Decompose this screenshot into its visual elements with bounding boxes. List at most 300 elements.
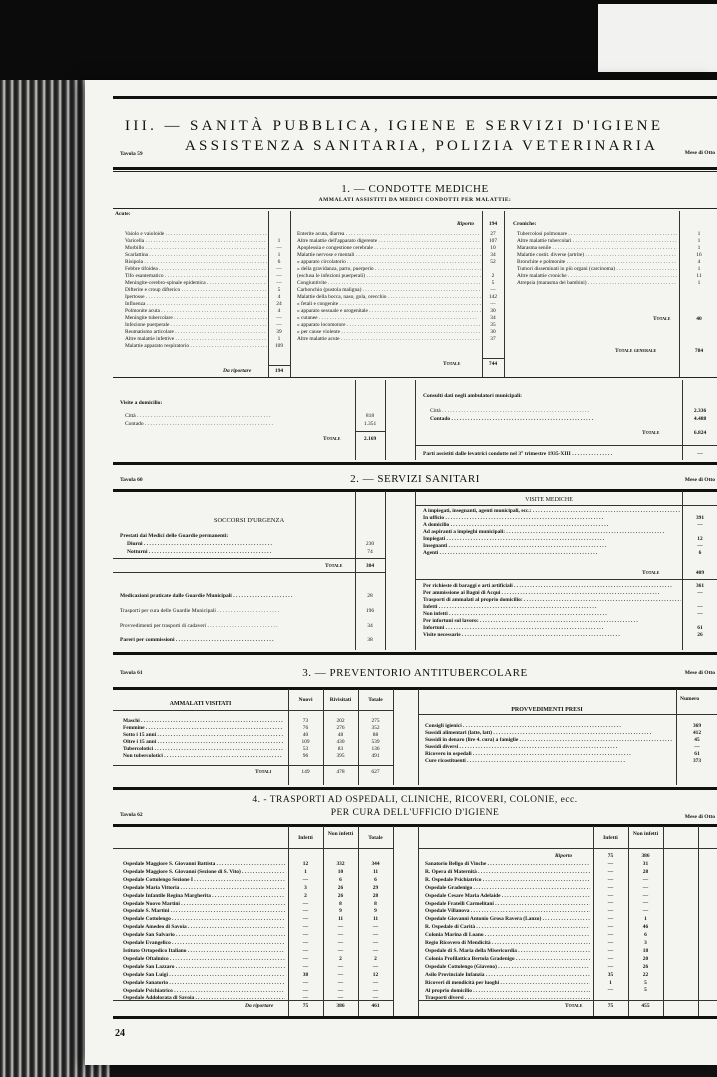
mid-value: — — [490, 287, 496, 293]
non-infetti-value: 20 — [642, 955, 649, 962]
infetti-value: — — [607, 868, 614, 875]
infetti-value: — — [302, 979, 309, 986]
visite-item: A impiegati, insegnanti, agenti municipali, ecc.: . . . — [423, 508, 681, 515]
acute-value: 5 — [277, 287, 281, 293]
mid-item: » della gravidanza, parto, puerperio . . . — [297, 266, 481, 273]
acute-item: Reumatismo articolare . . . — [125, 329, 267, 336]
totale-value: — — [372, 924, 379, 931]
acute-item: Morbillo . . . — [125, 245, 267, 252]
chronic-value: 1 — [697, 231, 701, 237]
provvedimenti-title: PROVVEDIMENTI PRESI — [511, 707, 583, 713]
mid-item: Altre malattie dell'apparato digerente . . . — [297, 238, 481, 245]
mid-item: » apparato circolatorio . . . — [297, 259, 481, 266]
mid-value: 5 — [491, 280, 495, 286]
visite-mediche-list — [423, 508, 681, 557]
acute-item: Scarlattina . . . — [125, 252, 267, 259]
non-infetti-value: 18 — [642, 947, 649, 954]
col-totale: Totale — [368, 697, 383, 703]
section-1-title: 1. — CONDOTTE MEDICHE — [341, 183, 489, 195]
ospedale-row: Ospedale Fratelli Carmelitani . . . — [425, 901, 590, 909]
infetti-value: 1 — [609, 979, 612, 986]
non-infetti-value: 386 — [641, 853, 650, 859]
col-divider — [355, 380, 356, 460]
ammalati-nuovi — [288, 718, 323, 760]
totale-value: 28 — [372, 892, 379, 899]
col-divider — [385, 380, 386, 460]
ospedale-row: Colonia Profilattica Bertola Gradenigo . . . — [425, 956, 590, 964]
provvedimento-item: Consigli igienici . . . — [425, 723, 673, 730]
chronic-value: 16 — [696, 252, 702, 258]
chronic-item: Altre malattie tubercolari . . . — [517, 238, 677, 245]
s4-totale-label: Totale — [565, 1003, 583, 1009]
col-rivisitati: Rivisitati — [329, 697, 352, 703]
ammalati-rivisitati — [323, 718, 358, 760]
rule — [113, 208, 717, 209]
visite-mediche-values — [683, 508, 717, 557]
visite-mediche-totale: 409 — [695, 570, 705, 576]
ospedale-row: Ospedale Amedeo di Savoia . . . — [123, 924, 285, 932]
non-infetti-value: — — [642, 884, 649, 891]
infetti-value: — — [607, 947, 614, 954]
rule — [113, 652, 717, 655]
mid-item: Apoplessia e congestione cerebrale . . . — [297, 245, 481, 252]
chronic-item: Tumori disseminati in più organi (carcinoma) . . . — [517, 266, 677, 273]
provvedimenti-values — [677, 723, 717, 765]
chronic-item: Atrepsia (marasma dei bambini) . . . — [517, 280, 677, 287]
infetti-value: — — [607, 892, 614, 899]
totale-value: — — [372, 987, 379, 994]
acute-value: — — [276, 315, 282, 321]
infetti-value: 12 — [302, 861, 309, 867]
other-value: 61 — [697, 625, 703, 631]
consulti-contado-value: 4.488 — [693, 416, 707, 422]
mid-value: 52 — [490, 259, 496, 265]
rule — [113, 687, 717, 690]
right-non-infetti — [628, 853, 663, 995]
mid-list — [297, 231, 481, 343]
infetti-value: — — [607, 876, 614, 883]
ammalati-row-label: Femmine . . . — [123, 725, 283, 732]
other-item: Per richieste di baraggi e arti artificiali . . . — [423, 583, 681, 590]
col-non-infetti: Non infetti — [327, 831, 354, 837]
infetti-value: — — [302, 987, 309, 994]
ospedale-row: Istituto Ortopedico Italiano . . . — [123, 948, 285, 956]
non-infetti-value: 11 — [337, 916, 344, 923]
non-infetti-value: 1 — [644, 916, 647, 923]
ospedale-row: Ospedale S. Martini . . . — [123, 908, 285, 916]
tot-rivisitati: 478 — [336, 769, 345, 775]
infetti-value: — — [607, 987, 614, 994]
totale-value: 352 — [371, 725, 380, 731]
provvedimento-item: Sussidi diversi . . . — [425, 744, 673, 751]
visite-item: A domicilio . . . — [423, 522, 681, 529]
notturni-value: 74 — [367, 549, 373, 555]
col-nuovi: Nuovi — [298, 697, 313, 703]
chronic-item: Marasma senile . . . — [517, 245, 677, 252]
visite-item: Ad aspiranti a impieghi municipali: . . . — [423, 529, 681, 536]
tavola-label: Tavola 59 — [120, 151, 143, 157]
ospedale-row: Ospedale Sanatorio . . . — [123, 980, 285, 988]
other-value: 361 — [695, 583, 705, 589]
provvedimenti-value: 34 — [367, 623, 373, 629]
infetti-value: — — [302, 963, 309, 970]
mid-item: » cutanee . . . — [297, 315, 481, 322]
ospedale-row: R. Opera di Maternità . . . — [425, 869, 590, 877]
visite-value: — — [697, 543, 703, 549]
rule — [113, 558, 385, 559]
mid-value: 2 — [491, 273, 495, 279]
soccorsi-title: SOCCORSI D'URGENZA — [213, 517, 285, 524]
col-divider — [679, 211, 680, 377]
ospedale-row: Ospedale Cottolengo (Giaveno) . . . — [425, 964, 590, 972]
ospedale-row: Ospedale Gradenigo . . . — [425, 885, 590, 893]
rule — [113, 1000, 393, 1001]
totale-value: — — [372, 995, 379, 1002]
nuovi-value: 53 — [302, 746, 309, 752]
acute-value: 4 — [277, 294, 281, 300]
trasporti-left-list — [123, 861, 285, 1003]
visite-value: 6 — [698, 550, 702, 556]
mid-value: — — [490, 301, 496, 307]
chronic-value: 4 — [697, 259, 701, 265]
consulti-citta-value: 2.336 — [693, 408, 707, 414]
non-infetti-value: — — [337, 932, 344, 939]
left-infetti — [288, 861, 323, 1003]
non-infetti-value: — — [337, 979, 344, 986]
mid-item: Malattie della bocca, naso, gola, orecchio . . . — [297, 294, 481, 301]
trasporti-row: Trasporti per cura delle Guardie Municipali . . . . . . . . . . . . . . . . . . . . . . . — [120, 608, 280, 614]
infetti-value: — — [607, 939, 614, 946]
medicazioni-value: 28 — [367, 593, 373, 599]
section-2-right-note: Mese di Otto — [684, 477, 715, 483]
ospedale-row: Colonia Marina di Loano . . . — [425, 932, 590, 940]
nuovi-value: 40 — [302, 732, 309, 738]
ospedale-row: Ospedale Maria Vittoria . . . — [123, 885, 285, 893]
acute-item: Risipola . . . — [125, 259, 267, 266]
ospedale-row: Ospedale Cesare Maria Adelaide . . . — [425, 893, 590, 901]
col-totale-4: Totale — [368, 835, 383, 841]
consulti-citta-row: Città . . . . . . . . . . . . . . . . . . . . . . . . . . . . . . . . . . . . . . . . . . . . . . . . . . . . . . — [430, 408, 590, 414]
non-infetti-value: 2 — [339, 955, 342, 962]
chronic-item: Altre malattie croniche . . . — [517, 273, 677, 280]
non-infetti-value: 26 — [337, 892, 344, 899]
acute-value: — — [276, 245, 282, 251]
infetti-value: 1 — [304, 868, 307, 875]
acute-item: Febbre tifoidea . . . — [125, 266, 267, 273]
mid-value: 30 — [490, 308, 496, 314]
mid-values — [482, 231, 504, 343]
non-infetti-value: — — [642, 876, 649, 883]
non-infetti-value: 28 — [642, 868, 649, 875]
rule — [113, 96, 717, 99]
ammalati-labels — [123, 718, 283, 760]
col-divider — [504, 211, 505, 377]
ammalati-row-label: Non tubercolotici . . . — [123, 753, 283, 760]
col-infetti: Infetti — [298, 835, 313, 841]
infetti-value: — — [607, 963, 614, 970]
col-divider — [268, 211, 269, 377]
chronic-values — [681, 231, 717, 287]
non-infetti-value: 22 — [642, 971, 649, 978]
mid-item: Carbonchio (pustola maligna) . . . — [297, 287, 481, 294]
notturni-row: Notturni . . . . . . . . . . . . . . . . . . . . . . . . . . . . . . . . . . . . . . . . . . . . . — [127, 549, 272, 555]
totale-value: 88 — [372, 732, 379, 738]
tavola-62: Tavola 62 — [120, 812, 143, 818]
infetti-value: — — [302, 876, 309, 883]
non-infetti-value: 5 — [644, 979, 647, 986]
visite-item: Insegnanti . . . — [423, 543, 681, 550]
dr-infetti: 75 — [302, 1003, 309, 1009]
section-4-title: 4. - TRASPORTI AD OSPEDALI, CLINICHE, RICOVERI, COLONIE, ecc. — [252, 795, 578, 805]
infetti-value: — — [302, 924, 309, 931]
page-number: 24 — [115, 1028, 125, 1039]
infetti-value: 35 — [607, 971, 614, 978]
acute-item: Difterite e croup difterico . . . — [125, 287, 267, 294]
prestati-label: Prestati dai Medici delle Guardie permanenti: — [120, 533, 229, 539]
ospedale-row: Ospedale Maggiore S. Giovanni (Sezione di S. Vito) . . . — [123, 869, 285, 877]
ospedale-row: Ospedale San Lazzaro . . . — [123, 964, 285, 972]
rivisitati-value: 202 — [336, 718, 345, 724]
infetti-value: — — [607, 924, 614, 931]
ospedale-row: Al proprio domicilio . . . — [425, 988, 590, 996]
mid-totale-label: Totale — [443, 361, 461, 367]
provvedimento-value: 373 — [692, 758, 702, 764]
rivisitati-value: 83 — [337, 746, 344, 752]
acute-value: — — [276, 280, 282, 286]
other-value — [683, 597, 717, 604]
ospedale-row: R. Ospedale Psichiatrico . . . — [425, 877, 590, 885]
acute-values — [268, 231, 290, 350]
visite-citta-row: Città . . . . . . . . . . . . . . . . . . . . . . . . . . . . . . . . . . . . . . . . . . . . . . . . . — [125, 413, 271, 419]
acute-item: Tifo esantematico . . . — [125, 273, 267, 280]
col-non-infetti-right: Non infetti — [632, 831, 659, 837]
rivisitati-value: 48 — [337, 732, 344, 738]
non-infetti-value: 3 — [644, 939, 647, 946]
totale-value: 12 — [372, 971, 379, 978]
soccorsi-totale: 304 — [365, 563, 375, 569]
acute-value: 1 — [277, 252, 281, 258]
non-infetti-value: 8 — [339, 900, 342, 907]
mid-item: » apparato locomotore . . . — [297, 322, 481, 329]
mid-item: Malattie nervose e mentali . . . — [297, 252, 481, 259]
provvedimento-item: Sussidi in denaro (lire 4. cura) a famiglie . . . — [425, 737, 673, 744]
mid-total: 744 — [488, 361, 498, 367]
tavola-61: Tavola 61 — [120, 670, 143, 676]
pareri-value: 38 — [367, 637, 373, 643]
infetti-value: — — [302, 955, 309, 962]
mid-item: Congiuntivite . . . — [297, 280, 481, 287]
page-title: III. — SANITÀ PUBBLICA, IGIENE E SERVIZI D'IGIENE — [125, 118, 664, 134]
other-value: — — [697, 590, 703, 596]
acute-value: 39 — [276, 329, 282, 335]
acute-value: 6 — [277, 259, 281, 265]
dr-totale: 461 — [371, 1003, 380, 1009]
col-divider — [385, 491, 386, 650]
ospedale-row: Regio Ricovero di Mendicità . . . — [425, 940, 590, 948]
rule — [415, 579, 717, 580]
infetti-value: 38 — [302, 971, 309, 978]
ospedale-row: Ospedale Giovanni Antonio Grosa Ravera (Lanzo) . . . — [425, 916, 590, 924]
rule — [113, 848, 393, 849]
mid-value: 10 — [490, 245, 496, 251]
ospedale-row: Ospedale Addolorata di Savoia . . . — [123, 995, 285, 1003]
infetti-value: — — [302, 947, 309, 954]
non-infetti-value: — — [337, 940, 344, 947]
chronic-list — [517, 231, 677, 287]
other-item: Per ammissione ai Bagni di Acqui . . . — [423, 590, 681, 597]
acute-item: Meningite-cerebro-spinale epidemica . . . — [125, 280, 267, 287]
acute-value: 109 — [274, 343, 284, 349]
mid-value: 30 — [490, 329, 496, 335]
rule — [113, 377, 717, 378]
chronic-totale-label: Totale — [653, 316, 671, 322]
rule — [113, 462, 717, 465]
totale-value: — — [372, 979, 379, 986]
chronic-value: 1 — [697, 238, 701, 244]
other-value: — — [697, 604, 703, 610]
left-non-infetti — [323, 861, 358, 1003]
totale-value: 2 — [374, 955, 377, 962]
trasporti-value: 196 — [365, 608, 375, 614]
infetti-value: — — [302, 932, 309, 939]
rule — [418, 714, 717, 715]
infetti-value: — — [607, 908, 614, 915]
totale-value: — — [372, 963, 379, 970]
non-infetti-value: 6 — [339, 876, 342, 883]
non-infetti-value: 332 — [336, 861, 345, 867]
ospedale-row: Ospedale Oftalmico . . . — [123, 956, 285, 964]
col-divider — [415, 380, 416, 460]
non-infetti-value: — — [337, 963, 344, 970]
totale-value: 6 — [374, 876, 377, 883]
infetti-value: — — [607, 955, 614, 962]
acute-value: 24 — [276, 301, 282, 307]
totali-label: Totali — [255, 769, 272, 775]
acute-item: Varicella . . . — [125, 238, 267, 245]
totale-generale: 784 — [694, 348, 704, 354]
provvedimenti-row: Provvedimenti per trasporti di cadaveri . . . . . . . . . . . . . . . . . . . . . . . . . . — [120, 623, 278, 629]
nuovi-value: 76 — [302, 725, 309, 731]
infetti-value: 3 — [304, 884, 307, 891]
provvedimento-value: 412 — [692, 730, 702, 736]
chronic-value: 1 — [697, 280, 701, 286]
rule — [113, 765, 393, 766]
tot-totale: 627 — [371, 769, 380, 775]
totale-value: — — [372, 932, 379, 939]
col-divider — [418, 689, 419, 785]
totale-value: 275 — [371, 718, 380, 724]
totale-value: 11 — [372, 916, 379, 923]
provvedimento-item: Ricovero in ospedali . . . — [425, 751, 673, 758]
visite-label: Visite a domicilio: — [120, 400, 163, 406]
rule — [415, 505, 717, 506]
rule — [482, 358, 504, 359]
visite-mediche-totale-label: Totale — [642, 570, 660, 576]
ospedale-row: Ospedale Infantile Regina Margherita . . . — [123, 893, 285, 901]
ammalati-totale — [358, 718, 393, 760]
non-infetti-value: 31 — [642, 860, 649, 867]
infetti-value: — — [607, 916, 614, 923]
ospedale-row: Ospedale Nuovo Martini . . . — [123, 901, 285, 909]
right-note: Mese di Otto — [684, 150, 715, 156]
acute-item: Altre malattie infettive . . . — [125, 336, 267, 343]
consulti-label: Consulti dati negli ambulatori municipali: — [423, 393, 523, 399]
mid-item: (esclusa le infezioni puerperali) . . . — [297, 273, 481, 280]
provvedimento-value: 45 — [694, 737, 700, 743]
ammalati-row-label: Sotto i 15 anni . . . — [123, 732, 283, 739]
mid-value: 142 — [488, 294, 498, 300]
non-infetti-value: 5 — [644, 987, 647, 994]
soccorsi-totale-label: Totale — [325, 563, 343, 569]
s4-da-riportare-label: Da riportare — [245, 1003, 274, 1009]
mid-item: Enterite acuta, diarrea . . . — [297, 231, 481, 238]
other-value: — — [697, 611, 703, 617]
rivisitati-value: 430 — [336, 739, 345, 745]
non-infetti-value: 9 — [339, 908, 342, 915]
ospedale-row: R. Ospedale di Carità . . . — [425, 924, 590, 932]
acute-item: Vaiolo e vaioloide . . . — [125, 231, 267, 238]
totale-value: 9 — [374, 908, 377, 915]
infetti-value: — — [302, 995, 309, 1002]
col-divider — [415, 491, 416, 650]
acute-value — [268, 231, 290, 238]
infetti-value: 75 — [607, 853, 614, 859]
right-infetti — [593, 853, 628, 995]
ospedale-row: Ospedale di S. Maria della Misericordia . . . — [425, 948, 590, 956]
acute-list — [125, 231, 267, 350]
mid-item: » fetali e congenite . . . — [297, 301, 481, 308]
other-item: Visite necessarie . . . — [423, 632, 681, 639]
visite-citta-value: 818 — [365, 413, 375, 419]
acute-item: Ipertosse . . . — [125, 294, 267, 301]
visite-totale-label: Totale — [323, 436, 341, 442]
other-item: Per infortuni sul lavoro: . . . — [423, 618, 681, 625]
provvedimenti-list — [425, 723, 673, 765]
mid-value: 35 — [490, 322, 496, 328]
ammalati-row-label: Maschi . . . — [123, 718, 283, 725]
other-item: Infortuni . . . — [423, 625, 681, 632]
other-value: 26 — [697, 632, 703, 638]
infetti-value: — — [607, 884, 614, 891]
rule — [113, 710, 393, 711]
top-white-sheet — [598, 4, 717, 72]
infetti-value: — — [607, 860, 614, 867]
rule — [415, 445, 717, 446]
ospedale-row: Ospedale San Salvario . . . — [123, 932, 285, 940]
infetti-value: — — [302, 940, 309, 947]
mid-value: 107 — [488, 238, 498, 244]
ospedale-row: Ospedale Psichiatrico . . . — [123, 988, 285, 996]
ammalati-title: AMMALATI VISITATI — [169, 701, 232, 707]
section-1-subtitle: AMMALATI ASSISTITI DA MEDICI CONDOTTI PER MALATTIE: — [318, 197, 512, 203]
visite-mediche-title: VISITE MEDICHE — [525, 497, 573, 503]
parti-row: Parti assistiti dalle levatrici condotte nel 3° trimestre 1935-XIII . . . . . . . . . . . . . . . — [423, 451, 613, 457]
mid-item: » apparato sessuale e urogenitale . . . — [297, 308, 481, 315]
totale-value: 11 — [372, 868, 379, 875]
ospedale-row: Ospedale Villanova . . . — [425, 908, 590, 916]
section-3-title: 3. — PREVENTORIO ANTITUBERCOLARE — [302, 667, 528, 679]
visite-value — [683, 508, 717, 515]
s4-riporto-label: Riporto — [555, 853, 573, 859]
non-infetti-value: — — [642, 900, 649, 907]
section-3-right-note: Mese di Otto — [684, 670, 715, 676]
other-item: Non infetti . . . — [423, 611, 681, 618]
col-divider — [482, 211, 483, 377]
nuovi-value: 109 — [301, 739, 310, 745]
ammalati-row-label: Oltre i 15 anni . . . — [123, 739, 283, 746]
rule — [268, 365, 290, 366]
dr-non-infetti: 386 — [336, 1003, 345, 1009]
